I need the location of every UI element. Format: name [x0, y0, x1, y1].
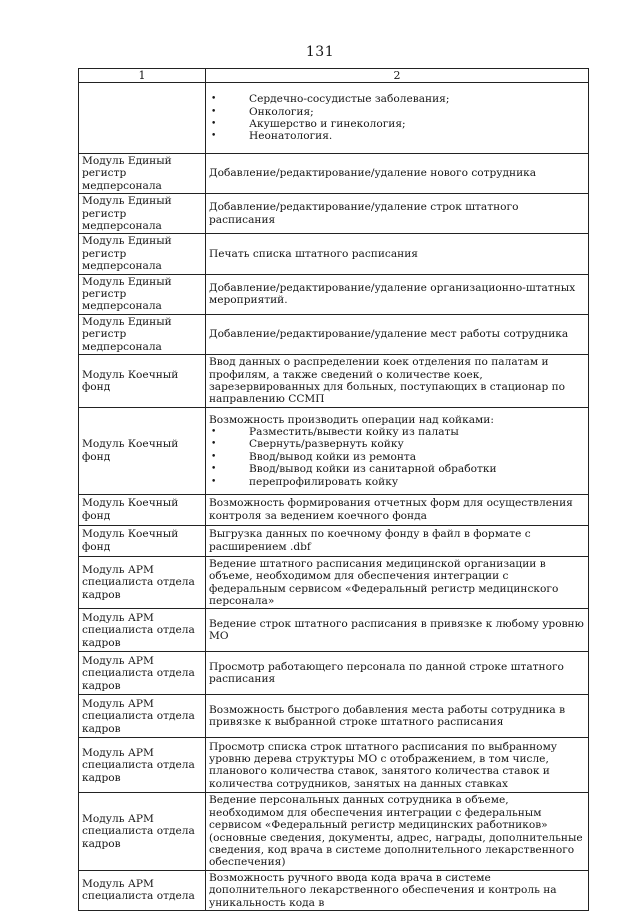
list-item: • Разместить/вывести койку из палаты [209, 426, 585, 438]
table-row [79, 870, 589, 910]
description-cell: Добавление/редактирование/удаление нового сотрудника [206, 154, 589, 194]
table-row [79, 83, 589, 154]
table-row [79, 494, 589, 525]
description-cell: Добавление/редактирование/удаление организационно-штатных мероприятий. [206, 274, 589, 314]
description-cell: Ввод данных о распределении коек отделения по палатам и профилям, а также сведений о количестве коек, зарезервированных для больных, поступающих в стационар по направлению ССМП [206, 355, 589, 408]
description-cell: Возможность быстрого добавления места работы сотрудника в привязке к выбранной строке штатного расписания [206, 695, 589, 738]
table-row [79, 234, 589, 274]
table-row [79, 314, 589, 354]
list-item: • перепрофилировать койку [209, 476, 585, 488]
module-cell: Модуль Коечный фонд [79, 407, 206, 494]
column-header-2: 2 [206, 69, 589, 83]
list-item: • Ввод/вывод койки из ремонта [209, 451, 585, 463]
table-header-row [79, 69, 589, 83]
table-row [79, 154, 589, 194]
table-row [79, 695, 589, 738]
table-row [79, 407, 589, 494]
module-cell: Модуль Коечный фонд [79, 355, 206, 408]
description-intro: Возможность производить операции над койками: [209, 413, 494, 426]
list-item: • Ввод/вывод койки из санитарной обработки [209, 463, 585, 475]
list-item: • Онкология; [209, 106, 585, 118]
description-cell: Возможность ручного ввода кода врача в системе дополнительного лекарственного обеспечения и контроль на уникальность кода в [206, 870, 589, 910]
description-cell: Добавление/редактирование/удаление мест работы сотрудника [206, 314, 589, 354]
module-cell: Модуль Единый регистр медперсонала [79, 154, 206, 194]
module-cell: Модуль АРМ специалиста отдела [79, 870, 206, 910]
module-cell: Модуль АРМ специалиста отдела кадров [79, 609, 206, 652]
table-row [79, 355, 589, 408]
description-cell [206, 407, 589, 494]
table-row [79, 738, 589, 793]
module-cell: Модуль Единый регистр медперсонала [79, 194, 206, 234]
requirements-table [78, 68, 589, 911]
module-cell: Модуль АРМ специалиста отдела кадров [79, 793, 206, 870]
description-cell: Печать списка штатного расписания [206, 234, 589, 274]
module-cell: Модуль Коечный фонд [79, 494, 206, 525]
module-cell: Модуль АРМ специалиста отдела кадров [79, 695, 206, 738]
page-number: 131 [305, 44, 335, 60]
description-cell: Добавление/редактирование/удаление строк штатного расписания [206, 194, 589, 234]
table-row [79, 194, 589, 234]
table-row [79, 274, 589, 314]
module-cell: Модуль АРМ специалиста отдела кадров [79, 652, 206, 695]
module-cell: Модуль Единый регистр медперсонала [79, 234, 206, 274]
module-cell: Модуль Единый регистр медперсонала [79, 314, 206, 354]
module-cell: Модуль Коечный фонд [79, 525, 206, 556]
description-cell [206, 83, 589, 154]
module-cell: Модуль Единый регистр медперсонала [79, 274, 206, 314]
table-row [79, 609, 589, 652]
bullet-list [209, 93, 585, 143]
table-row [79, 525, 589, 556]
description-cell: Ведение строк штатного расписания в привязке к любому уровню МО [206, 609, 589, 652]
module-cell [79, 83, 206, 154]
list-item: • Сердечно-сосудистые заболевания; [209, 93, 585, 105]
table-row [79, 793, 589, 870]
bullet-list [209, 426, 585, 488]
description-cell: Выгрузка данных по коечному фонду в файл в формате с расширением .dbf [206, 525, 589, 556]
description-cell: Возможность формирования отчетных форм для осуществления контроля за ведением коечного фонда [206, 494, 589, 525]
list-item: • Неонатология. [209, 130, 585, 142]
description-cell: Просмотр списка строк штатного расписания по выбранному уровню дерева структуры МО с отображением, в том числе, планового количества ставок, занятого количества ставок и количества сотрудников, занятых на данных ставках [206, 738, 589, 793]
description-cell: Ведение штатного расписания медицинской организации в объеме, необходимом для обеспечения интеграции с федеральным сервисом «Федеральный регистр медицинского персонала» [206, 556, 589, 609]
description-cell: Просмотр работающего персонала по данной строке штатного расписания [206, 652, 589, 695]
list-item: • Свернуть/развернуть койку [209, 438, 585, 450]
list-item: • Акушерство и гинекология; [209, 118, 585, 130]
table-row [79, 556, 589, 609]
column-header-1: 1 [79, 69, 206, 83]
description-cell: Ведение персональных данных сотрудника в объеме, необходимом для обеспечения интеграции с федеральным сервисом «Федеральный регистр медицинских работников» (основные сведения, документы, адрес, награды, дополнительные сведения, код врача в системе дополнительного лекарственного обеспечения) [206, 793, 589, 870]
table-row [79, 652, 589, 695]
module-cell: Модуль АРМ специалиста отдела кадров [79, 738, 206, 793]
module-cell: Модуль АРМ специалиста отдела кадров [79, 556, 206, 609]
